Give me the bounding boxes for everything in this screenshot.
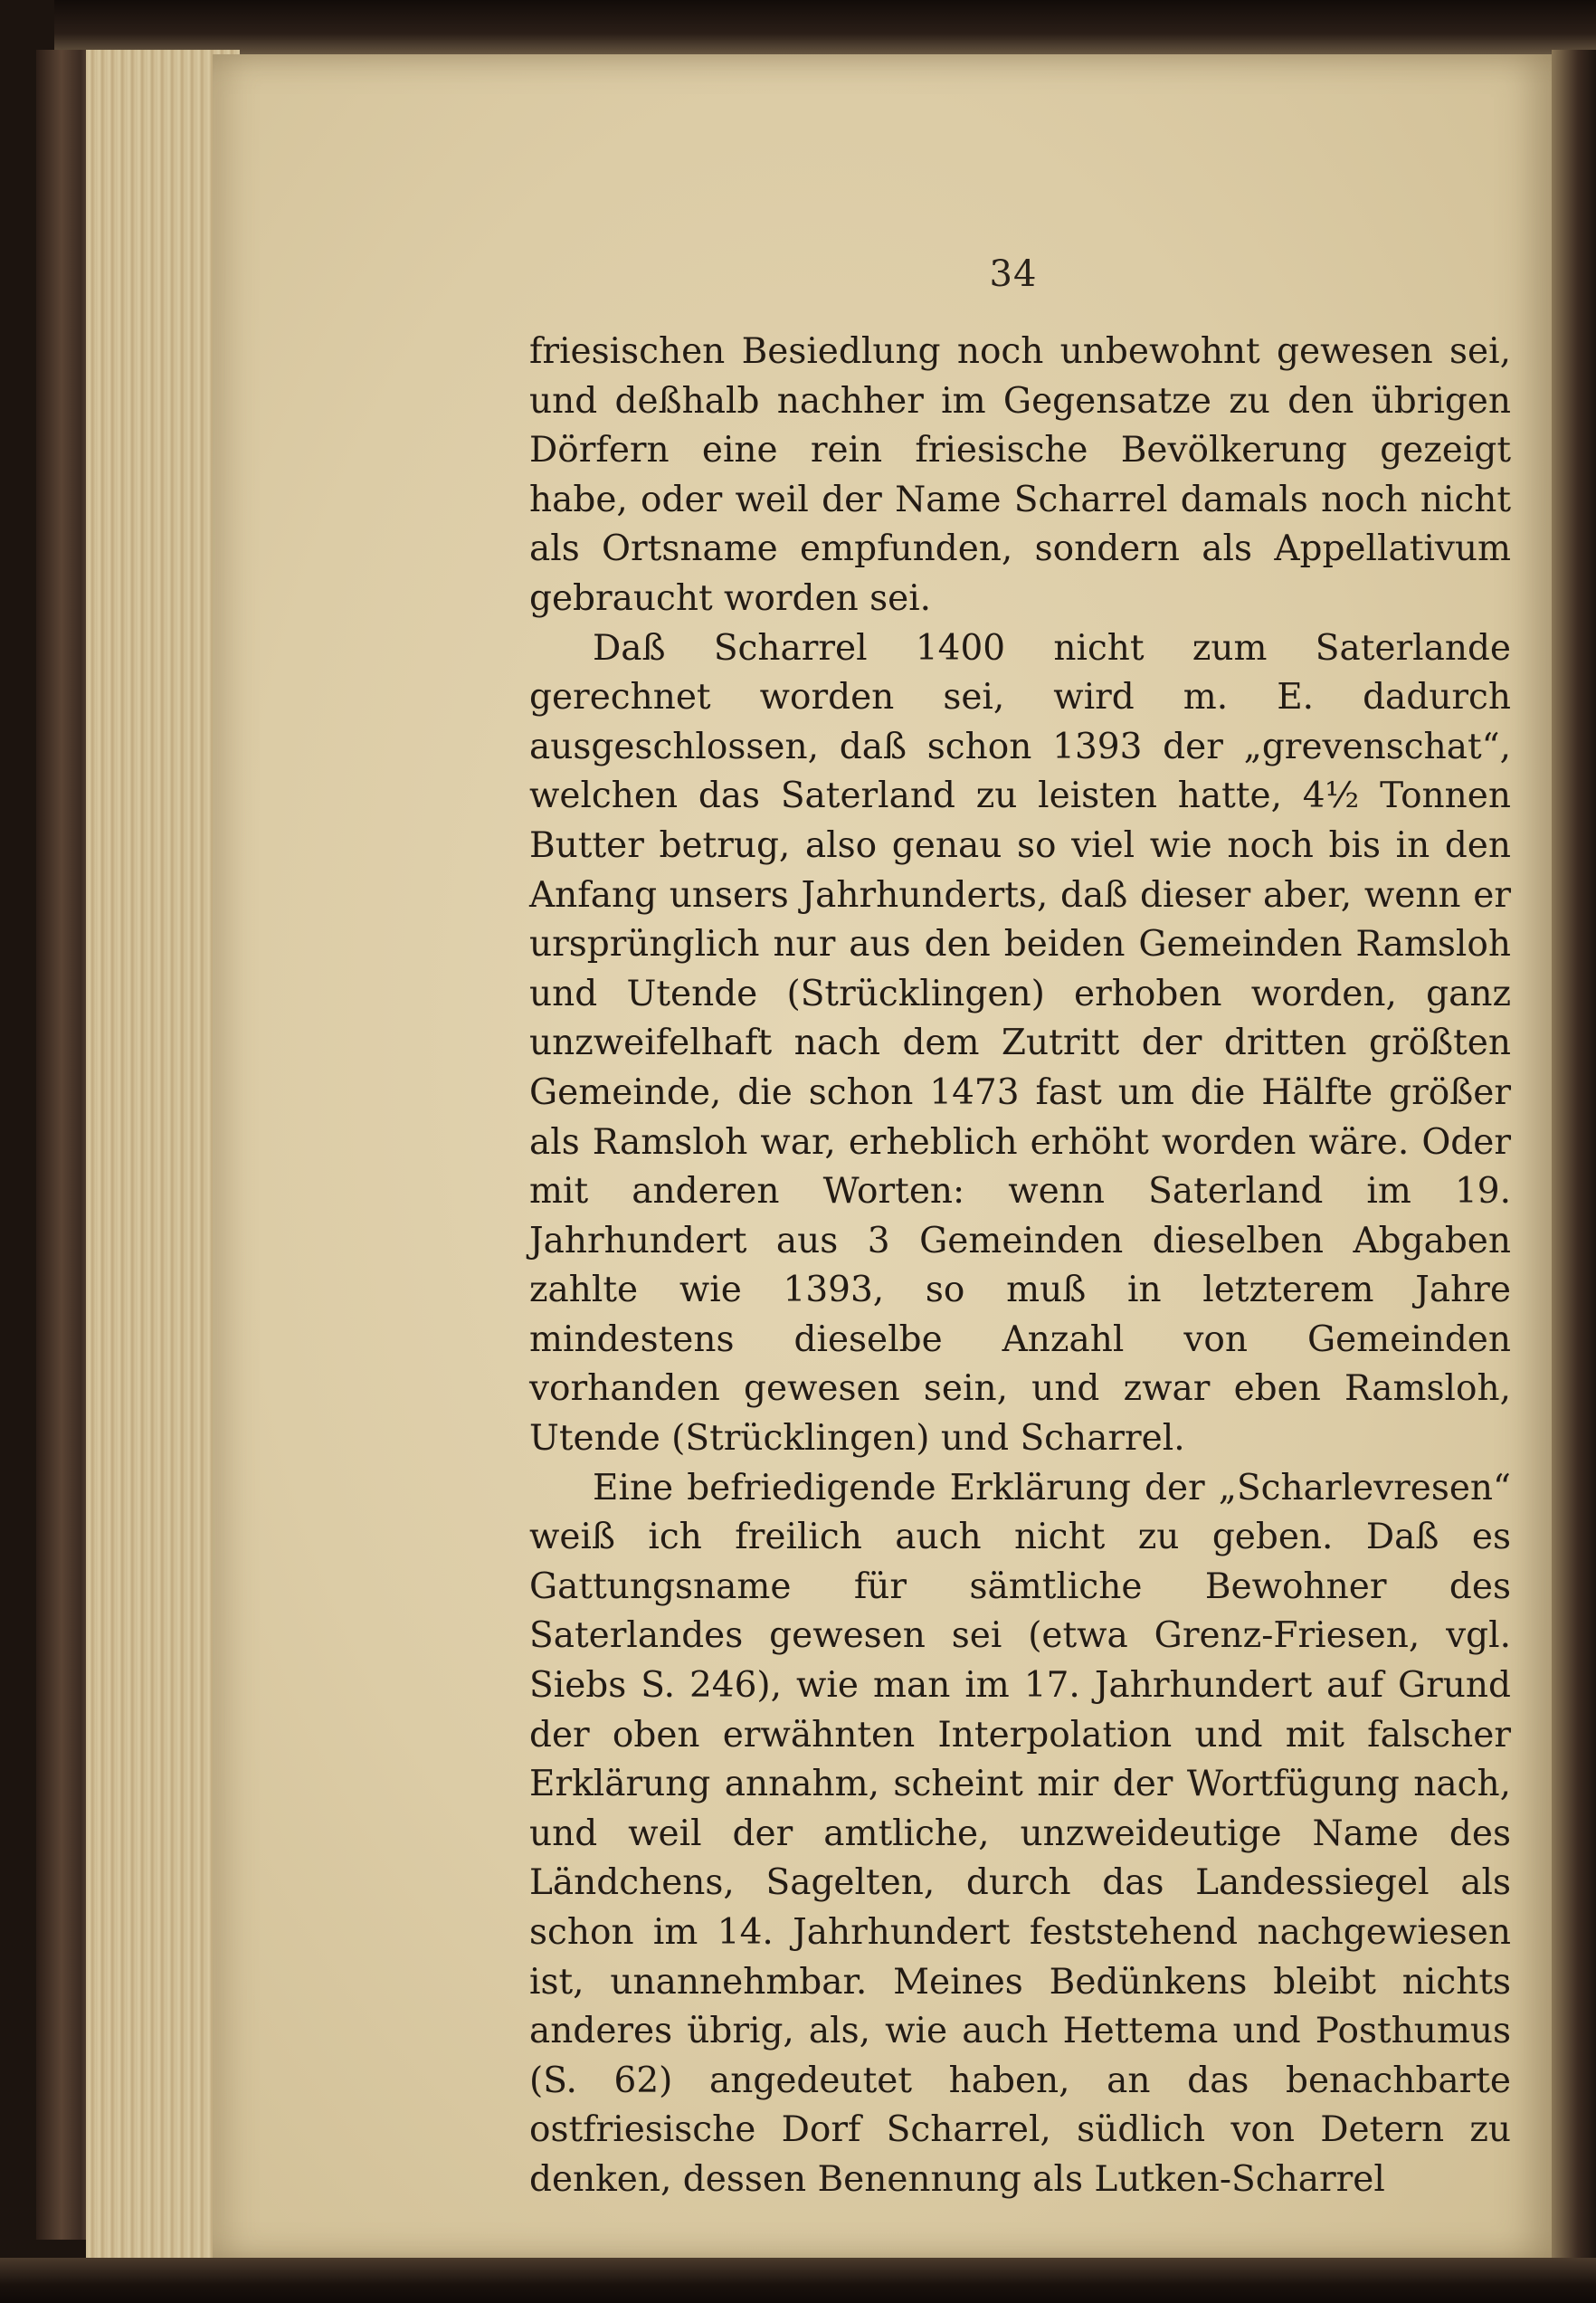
- page-number: 34: [989, 253, 1038, 295]
- body-text: [529, 328, 1511, 2205]
- book-bottom-edge: [0, 2258, 1596, 2303]
- book-gutter: [1552, 50, 1596, 2267]
- paragraph-1: friesischen Besiedlung noch unbewohnt gewesen sei, und deßhalb nachher im Gegensatze zu den übrigen Dörfern eine rein friesische Bevölkerung gezeigt habe, oder weil der Name Scharrel damals noch nicht als Ortsname empfunden, sondern als Appellativum gebraucht worden sei.: [529, 331, 1511, 619]
- paragraph-3: Eine befriedigende Erklärung der „Scharlevresen“ weiß ich freilich auch nicht zu geben. Daß es Gattungsname für sämtliche Bewohner des Saterlandes gewesen sei (etwa Grenz-Friesen, vgl. Siebs S. 246), wie man im 17. Jahrhundert auf Grund der oben erwähnten Interpolation und mit falscher Erklärung annahm, scheint mir der Wortfügung nach, und weil der amtliche, unzweideutige Name des Ländchens, Sagelten, durch das Landessiegel als schon im 14. Jahrhundert feststehend nachgewiesen ist, unannehmbar. Meines Bedünkens bleibt nichts anderes übrig, als, wie auch Hettema und Posthumus (S. 62) angedeutet haben, an das benachbarte ostfriesische Dorf Scharrel, südlich von Detern zu denken, dessen Benennung als Lutken-Scharrel: [529, 1467, 1511, 2200]
- book-top-edge: [54, 0, 1596, 56]
- paragraph-2: Daß Scharrel 1400 nicht zum Saterlande gerechnet worden sei, wird m. E. dadurch ausgeschlossen, daß schon 1393 der „grevenschat“, welchen das Saterland zu leisten hatte, 4½ Tonnen Butter betrug, also genau so viel wie noch bis in den Anfang unsers Jahrhunderts, daß dieser aber, wenn er ursprünglich nur aus den beiden Gemeinden Ramsloh und Utende (Strücklingen) erhoben worden, ganz unzweifelhaft nach dem Zutritt der dritten größten Gemeinde, die schon 1473 fast um die Hälfte größer als Ramsloh war, erheblich erhöht worden wäre. Oder mit anderen Worten: wenn Saterland im 19. Jahrhundert aus 3 Gemeinden dieselben Abgaben zahlte wie 1393, so muß in letzterem Jahre mindestens dieselbe Anzahl von Gemeinden vorhanden gewesen sein, und zwar eben Ramsloh, Utende (Strücklingen) und Scharrel.: [529, 627, 1511, 1460]
